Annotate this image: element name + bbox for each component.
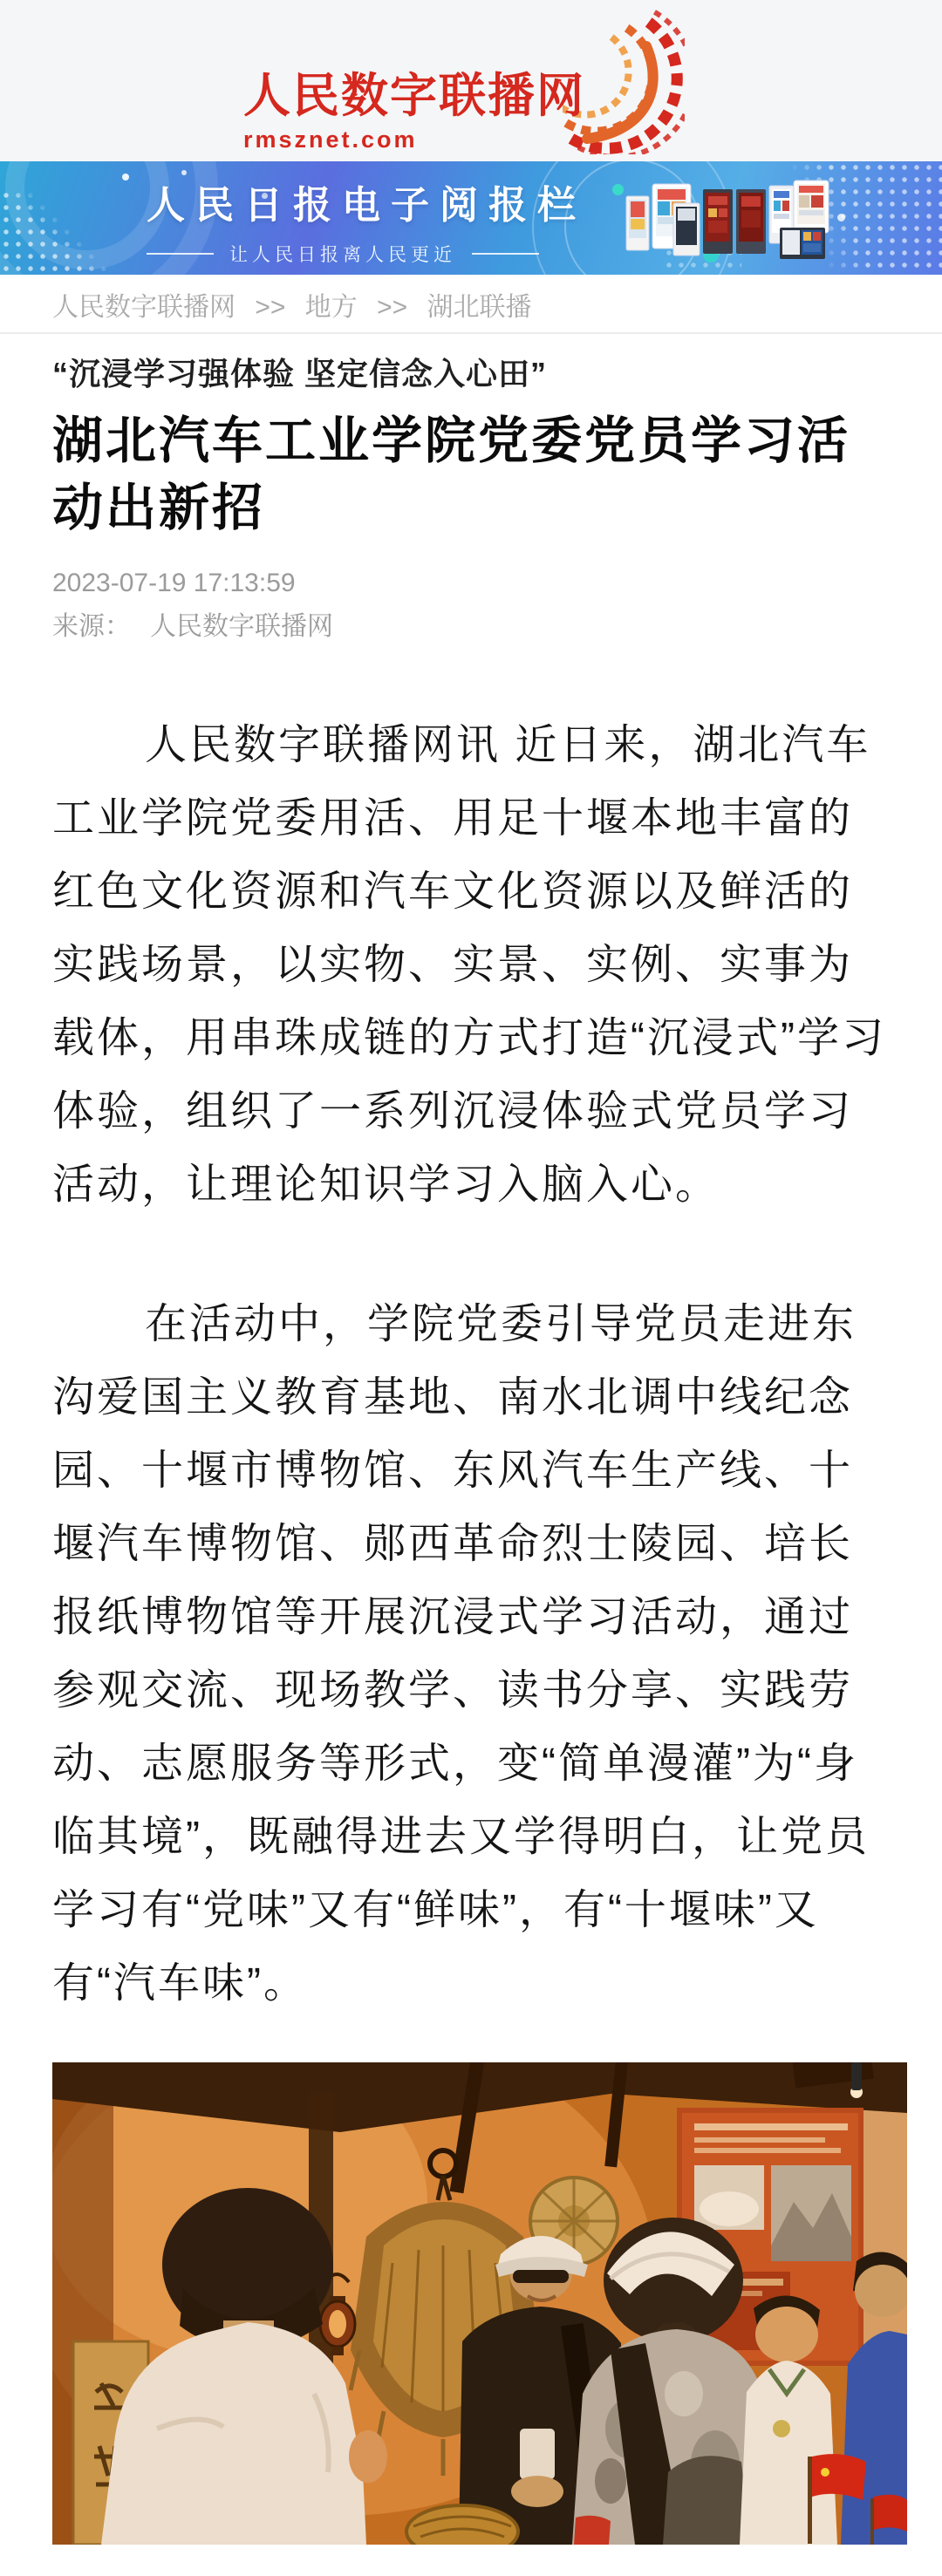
article-paragraph-1: 人民数字联播网讯 近日来，湖北汽车工业学院党委用活、用足十堰本地丰富的红色文化资源和汽车文化资源以及鲜活的实践场景，以实物、实景、实例、实事为载体，用串珠成链的方式打造“沉浸式”学习体验，组织了一系列沉浸体验式党员学习活动，让理论知识学习入脑入心。: [52, 722, 886, 1208]
site-logo-domain: rmsznet.com: [243, 126, 418, 153]
banner-subtitle-row: [147, 241, 539, 267]
breadcrumb-divider: [0, 332, 942, 334]
article-body: [52, 709, 890, 2021]
article-paragraph-2: 在活动中，学院党委引导党员走进东沟爱国主义教育基地、南水北调中线纪念园、十堰市博物馆、东风汽车生产线、十堰汽车博物馆、郧西革命烈士陵园、培长报纸博物馆等开展沉浸式学习活动，通过参观交流、现场教学、读书分享、实践劳动、志愿服务等形式，变“简单漫灌”为“身临其境”，既融得进去又学得明白，让党员学习有“党味”又有“鲜味”，有“十堰味”又有“汽车味”。: [52, 1301, 870, 2007]
article-date: 2023-07-19 17:13:59: [52, 569, 296, 597]
banner-subtitle: 让人民日报离人民更近: [229, 245, 456, 265]
banner-text-block: [147, 174, 586, 267]
article-source-value: 人民数字联播网: [150, 612, 333, 641]
banner-rule-left: [147, 253, 214, 255]
museum-immersive-learning-photo: [52, 2062, 907, 2545]
breadcrumb-separator-2: >>: [377, 293, 408, 322]
breadcrumb-section[interactable]: 地方: [304, 293, 358, 322]
article-source-label: 来源：: [52, 612, 131, 641]
epaper-banner[interactable]: [0, 161, 942, 275]
article-page: [0, 275, 942, 2576]
banner-rule-right: [472, 253, 539, 255]
site-header: [0, 0, 942, 161]
digital-newspaper-kiosks-icon: [623, 177, 841, 267]
breadcrumb-separator-1: >>: [255, 293, 286, 322]
site-logo-title: 人民数字联播网: [243, 70, 585, 123]
site-logo-text: [243, 72, 585, 153]
site-logo[interactable]: [243, 8, 685, 153]
article-source-row: [52, 611, 890, 643]
breadcrumb-home[interactable]: 人民数字联播网: [52, 293, 236, 322]
banner-dots-left: [0, 189, 113, 275]
banner-white-dot-1: [122, 174, 129, 181]
article-subtitle: “沉浸学习强体验 坚定信念入心田”: [52, 356, 548, 392]
breadcrumb: [52, 275, 890, 325]
article-title: 湖北汽车工业学院党委党员学习活动出新招: [52, 412, 851, 536]
banner-title: 人民日报电子阅报栏: [147, 184, 586, 227]
breadcrumb-channel[interactable]: 湖北联播: [427, 293, 532, 322]
